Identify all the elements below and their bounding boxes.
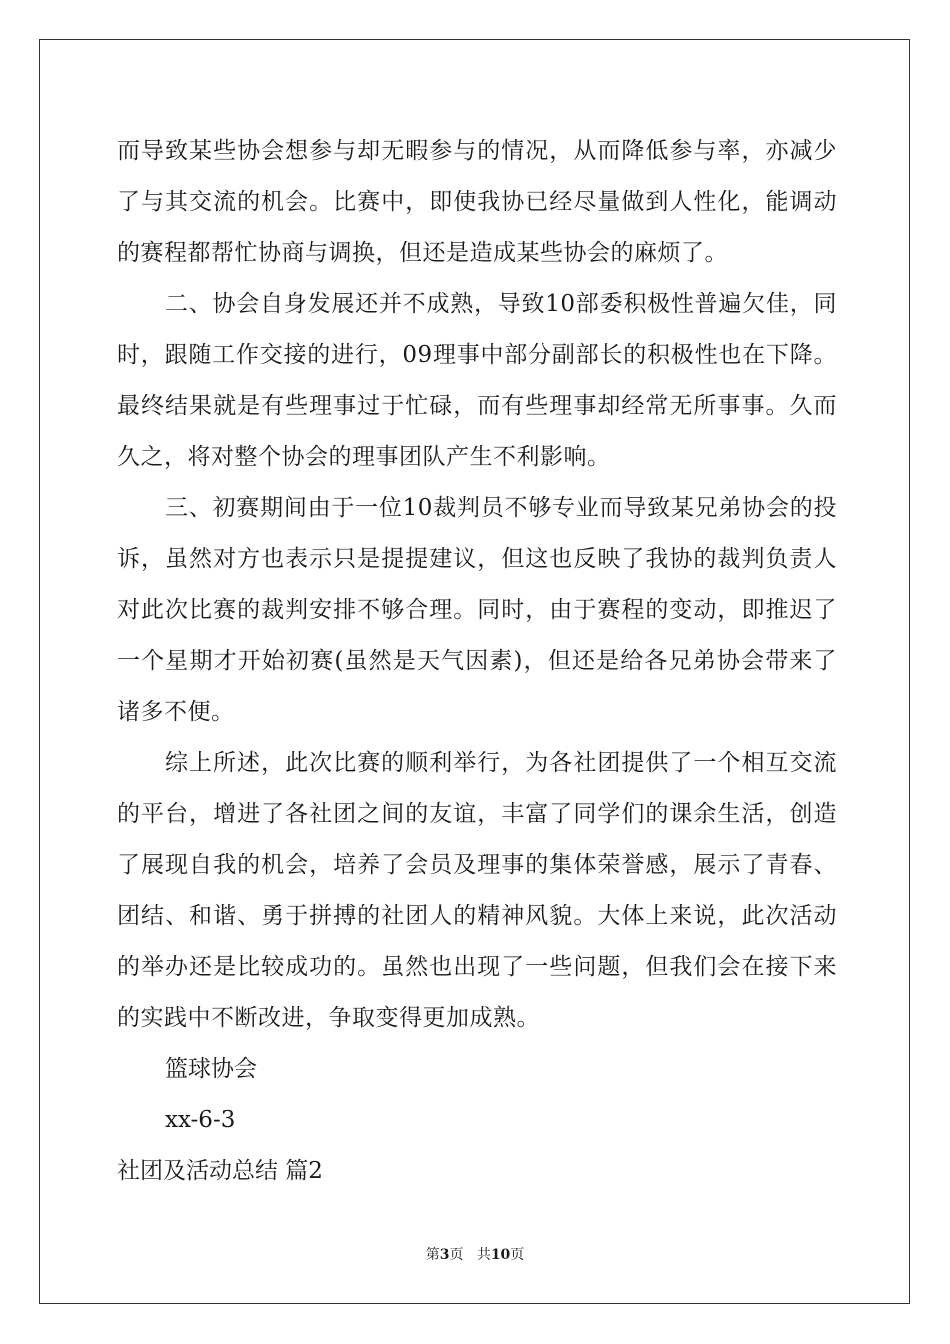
footer-page-suffix: 页 — [449, 1247, 464, 1263]
signature-organization: 篮球协会 — [165, 1056, 257, 1082]
footer-page-prefix: 第 — [425, 1247, 440, 1263]
footer-total-suffix: 页 — [510, 1247, 525, 1263]
body-paragraph-3: 三、初赛期间由于一位10裁判员不够专业而导致某兄弟协会的投诉，虽然对方也表示只是提提建议，但这也反映了我协的裁判负责人对此次比赛的裁判安排不够合理。同时，由于赛程的变动，即推迟了一个星期才开始初赛(虽然是天气因素)，但还是给各兄弟协会带来了诸多不便。 — [117, 495, 837, 725]
page-footer — [0, 1246, 950, 1264]
body-paragraph-2: 二、协会自身发展还并不成熟，导致10部委积极性普遍欠佳，同时，跟随工作交接的进行，09理事中部分副部长的积极性也在下降。最终结果就是有些理事过于忙碌，而有些理事却经常无所事事。久而久之，将对整个协会的理事团队产生不利影响。 — [117, 291, 837, 470]
signature-date: xx-6-3 — [165, 1107, 236, 1133]
footer-page-number: 3 — [439, 1247, 450, 1263]
document-body — [117, 126, 837, 1197]
footer-total-pages: 10 — [490, 1247, 511, 1263]
footer-total-prefix: 共 — [476, 1247, 491, 1263]
body-paragraph-4: 综上所述，此次比赛的顺利举行，为各社团提供了一个相互交流的平台，增进了各社团之间的友谊，丰富了同学们的课余生活，创造了展现自我的机会，培养了会员及理事的集体荣誉感，展示了青春、团结、和谐、勇于拼搏的社团人的精神风貌。大体上来说，此次活动的举办还是比较成功的。虽然也出现了一些问题，但我们会在接下来的实践中不断改进，争取变得更加成熟。 — [117, 750, 837, 1031]
section-heading: 社团及活动总结 篇2 — [117, 1158, 323, 1184]
body-paragraph-1: 而导致某些协会想参与却无暇参与的情况，从而降低参与率，亦减少了与其交流的机会。比赛中，即使我协已经尽量做到人性化，能调动的赛程都帮忙协商与调换，但还是造成某些协会的麻烦了。 — [117, 138, 837, 266]
